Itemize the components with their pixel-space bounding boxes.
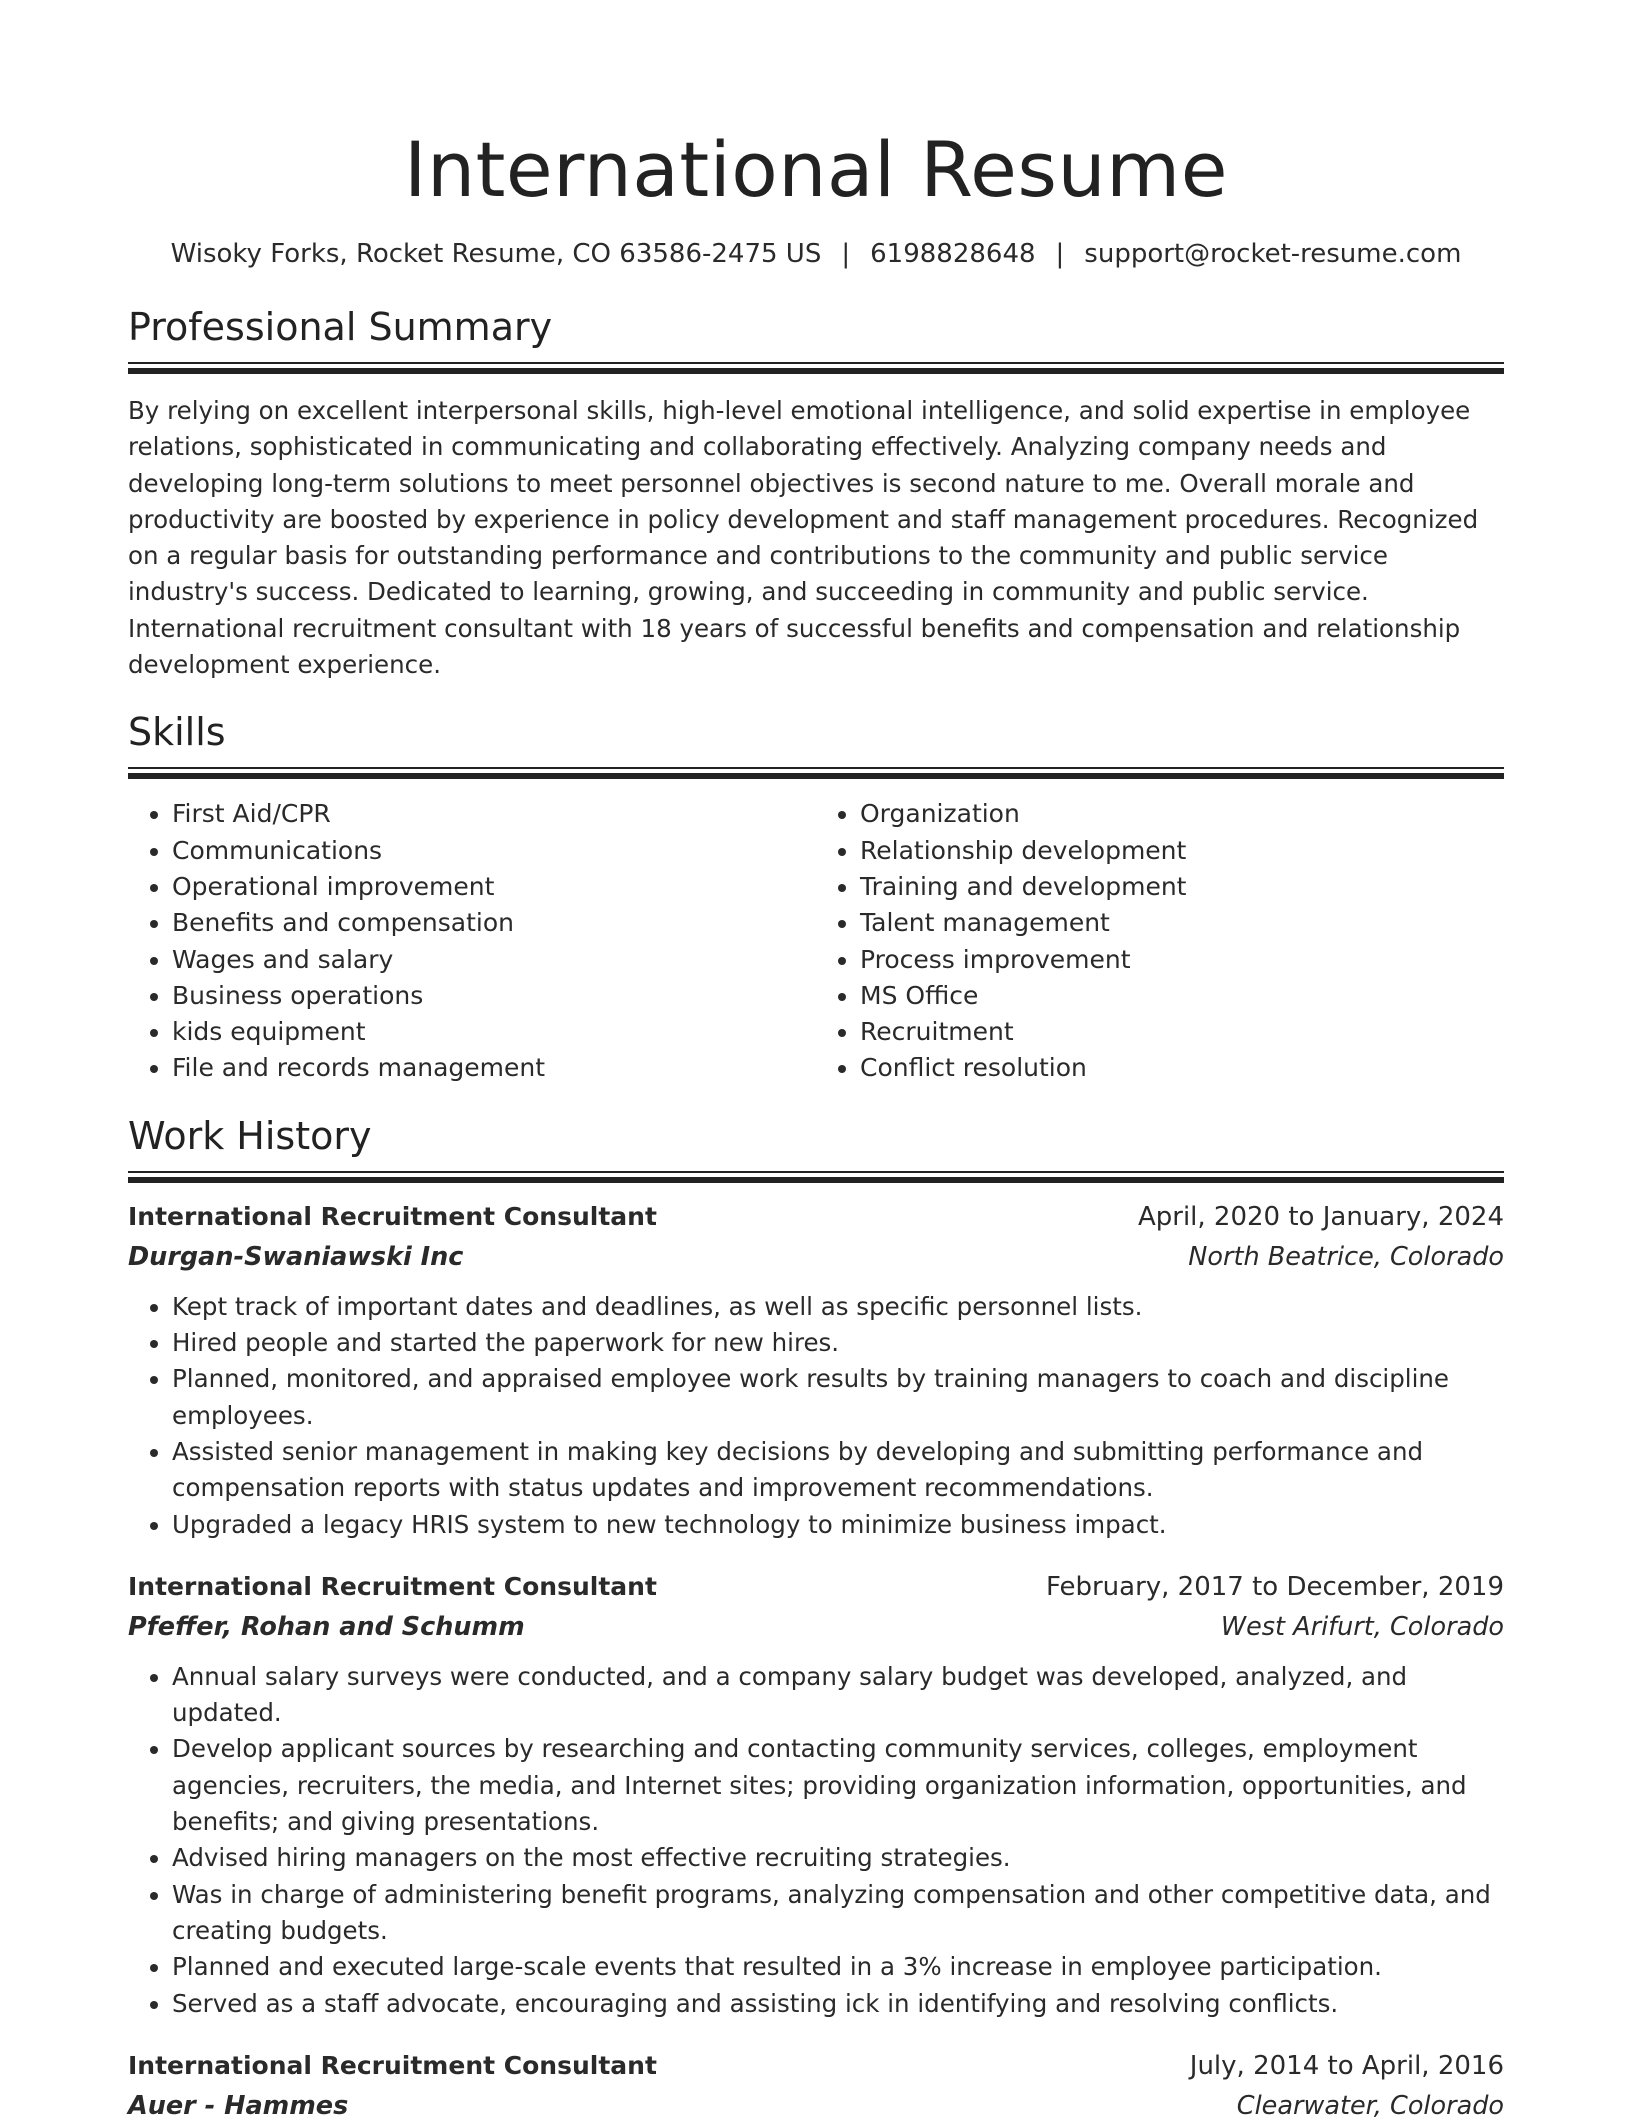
job-header-row [128,1197,1504,1237]
skills-list-left [128,796,816,1086]
job-title: International Recruitment Consultant [128,2050,657,2080]
skills-columns [128,796,1504,1086]
job-bullet: • Assisted senior management in making key decisions by developing and submitting performance and compensation reports with status updates and improvement recommendations. [172,1434,1504,1507]
work-section [128,1111,1504,2126]
skill-item: • Process improvement [860,942,1504,978]
section-divider [128,767,1504,769]
contact-separator: | [841,239,851,269]
summary-section [128,302,1504,683]
job-entry [128,1567,1504,2022]
skills-section [128,707,1504,1086]
skill-item: • MS Office [860,978,1504,1014]
summary-heading: Professional Summary [128,305,553,349]
job-subheader-row [128,1237,1504,1277]
skill-item: • Talent management [860,905,1504,941]
skill-item: • kids equipment [172,1014,816,1050]
section-divider-thick [128,368,1504,374]
job-bullet: • Hired people and started the paperwork for new hires. [172,1325,1504,1361]
job-bullet: • Kept track of important dates and deadlines, as well as specific personnel lists. [172,1289,1504,1325]
resume-title: International Resume [404,125,1228,214]
job-company: Pfeffer, Rohan and Schumm [128,1611,525,1642]
skills-heading: Skills [128,710,226,755]
skill-item: • Business operations [172,978,816,1014]
job-bullets [128,1659,1504,2022]
job-bullet: • Annual salary surveys were conducted, and a company salary budget was developed, analyzed, and updated. [172,1659,1504,1732]
skill-item: • Relationship development [860,833,1504,869]
contact-phone: 6198828648 [870,239,1036,269]
job-company: Durgan-Swaniawski Inc [128,1241,464,1272]
job-dates: February, 2017 to December, 2019 [1045,1571,1504,1602]
job-bullets [128,1289,1504,1543]
skill-item: • Recruitment [860,1014,1504,1050]
skill-item: • First Aid/CPR [172,796,816,832]
section-divider-thick [128,1177,1504,1183]
job-bullet: • Planned, monitored, and appraised employee work results by training managers to coach and discipline employees. [172,1361,1504,1434]
job-title: International Recruitment Consultant [128,1201,657,1231]
skill-item: • Benefits and compensation [172,905,816,941]
job-bullet: • Upgraded a legacy HRIS system to new technology to minimize business impact. [172,1507,1504,1543]
job-subheader-row [128,1607,1504,1647]
job-header-row [128,2046,1504,2086]
job-bullet: • Planned and executed large-scale events that resulted in a 3% increase in employee participation. [172,1949,1504,1985]
contact-email: support@rocket-resume.com [1084,239,1462,269]
skill-item: • Wages and salary [172,942,816,978]
skill-item: • Communications [172,833,816,869]
section-divider [128,1171,1504,1173]
skill-item: • File and records management [172,1050,816,1086]
job-company: Auer - Hammes [128,2090,349,2121]
job-location: North Beatrice, Colorado [1188,1241,1504,1272]
skill-item: • Training and development [860,869,1504,905]
skill-item: • Conflict resolution [860,1050,1504,1086]
contact-separator: | [1055,239,1065,269]
job-subheader-row [128,2086,1504,2126]
job-dates: April, 2020 to January, 2024 [1137,1201,1504,1232]
job-bullet: • Advised hiring managers on the most effective recruiting strategies. [172,1840,1504,1876]
contact-line [128,234,1504,274]
summary-text: By relying on excellent interpersonal skills, high-level emotional intelligence, and solid expertise in employee relations, sophisticated in communicating and collaborating effectively. Analyzing company needs and developing long-term solutions to meet personnel objectives is second nature to me. Overall morale and productivity are boosted by experience in policy development and staff management procedures. Recognized on a regular basis for outstanding performance and contributions to the community and public service industry's success. Dedicated to learning, growing, and succeeding in community and public service. International recruitment consultant with 18 years of successful benefits and compensation and relationship development experience. [128,396,1479,680]
job-bullet: • Was in charge of administering benefit programs, analyzing compensation and other competitive data, and creating budgets. [172,1877,1504,1950]
section-divider [128,362,1504,364]
job-bullet: • Served as a staff advocate, encouraging and assisting ick in identifying and resolving conflicts. [172,1986,1504,2022]
job-location: Clearwater, Colorado [1236,2090,1504,2121]
skill-item: • Organization [860,796,1504,832]
job-bullet: • Develop applicant sources by researching and contacting community services, colleges, employment agencies, recruiters, the media, and Internet sites; providing organization information, opportunities, and benefits; and giving presentations. [172,1731,1504,1840]
section-divider-thick [128,773,1504,779]
skills-list-right [816,796,1504,1086]
job-entry [128,1197,1504,1543]
job-location: West Arifurt, Colorado [1220,1611,1504,1642]
contact-address: Wisoky Forks, Rocket Resume, CO 63586-2475 US [170,239,822,269]
job-header-row [128,1567,1504,1607]
job-entry [128,2046,1504,2126]
job-dates: July, 2014 to April, 2016 [1189,2050,1504,2081]
skill-item: • Operational improvement [172,869,816,905]
job-title: International Recruitment Consultant [128,1571,657,1601]
work-heading: Work History [128,1113,372,1158]
